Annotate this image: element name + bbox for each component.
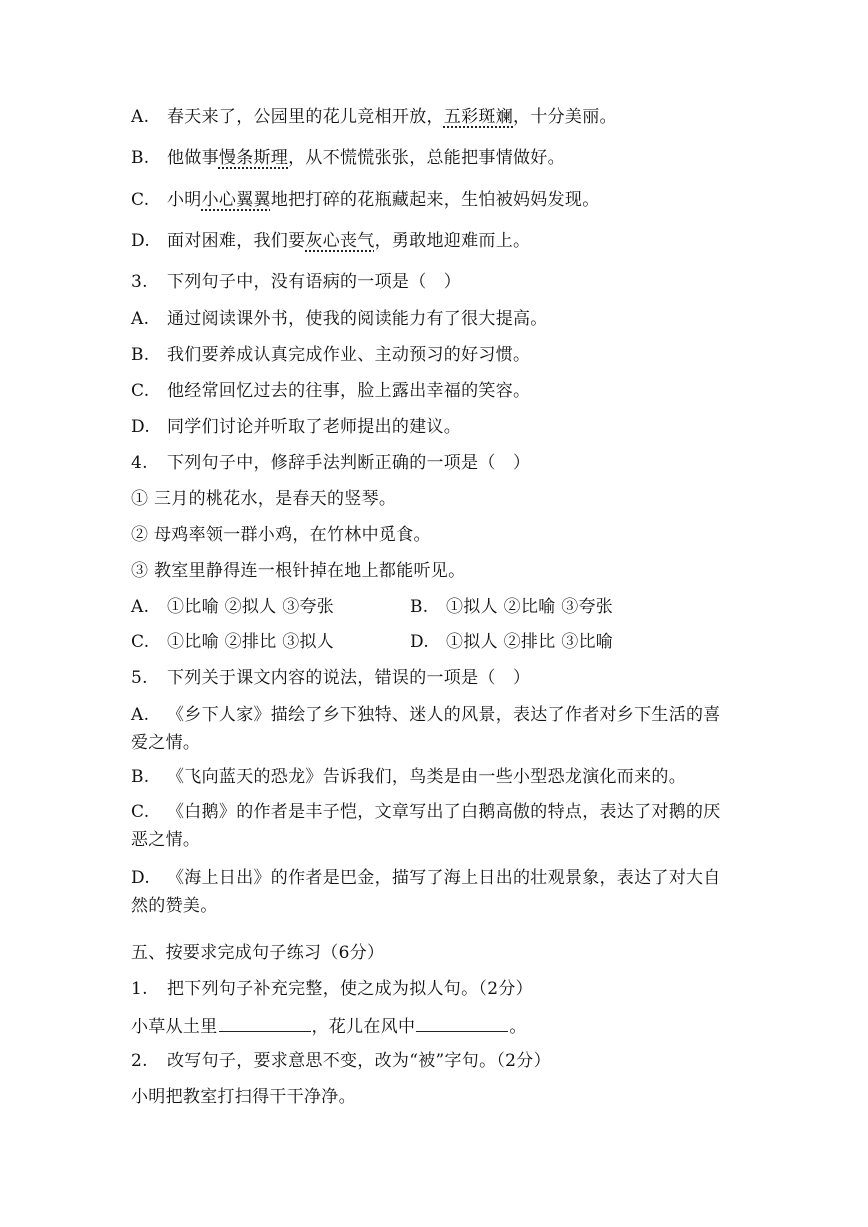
answer-blank-1[interactable] [219, 1015, 311, 1032]
q5-option-a-cont: 爱之情。 [131, 733, 201, 753]
s5-q1-stem: 1. 把下列句子补充完整，使之成为拟人句。（2分） [131, 979, 533, 999]
s5-q2-sentence: 小明把教室打扫得干干净净。 [131, 1087, 356, 1107]
q3-stem: 3. 下列句子中，没有语病的一项是（ ） [131, 272, 462, 292]
q3-option-d: D. 同学们讨论并听取了老师提出的建议。 [131, 417, 462, 437]
section-title: 五、按要求完成句子练习（6分） [131, 943, 385, 963]
q5-option-c-cont: 恶之情。 [131, 830, 201, 850]
answer-blank-2[interactable] [416, 1015, 508, 1032]
q4-option-row-2: C. ①比喻 ②排比 ③拟人 [131, 632, 335, 652]
q4-stem: 4. 下列句子中，修辞手法判断正确的一项是（ ） [131, 453, 531, 473]
q5-option-a: A. 《乡下人家》描绘了乡下独特、迷人的风景，表达了作者对乡下生活的喜 [131, 705, 721, 725]
q4-option-b: B. ①拟人 ②比喻 ③夸张 [410, 597, 614, 617]
q3-option-b: B. 我们要养成认真完成作业、主动预习的好习惯。 [131, 345, 531, 365]
q5-option-c: C. 《白鹅》的作者是丰子恺，文章写出了白鹅高傲的特点，表达了对鹅的厌 [131, 802, 721, 822]
q5-stem: 5. 下列关于课文内容的说法，错误的一项是（ ） [131, 668, 531, 688]
q3-option-a: A. 通过阅读课外书，使我的阅读能力有了很大提高。 [131, 309, 548, 329]
q4-option-d: D. ①拟人 ②排比 ③比喻 [410, 632, 614, 652]
q5-option-b: B. 《飞向蓝天的恐龙》告诉我们，鸟类是由一些小型恐龙演化而来的。 [131, 767, 686, 787]
q2-option-d: D. 面对困难，我们要灰心丧气，勇敢地迎难而上。 [131, 231, 531, 251]
s5-q1-fill-line: 小草从土里 ，花儿在风中 。 [131, 1017, 527, 1037]
q3-option-c: C. 他经常回忆过去的往事，脸上露出幸福的笑容。 [131, 381, 531, 401]
q2-option-a: A. 春天来了，公园里的花儿竞相开放，五彩斑斓，十分美丽。 [131, 107, 617, 127]
q4-sentence-3: ③ 教室里静得连一根针掉在地上都能听见。 [131, 561, 466, 581]
q5-option-d-cont: 然的赞美。 [131, 896, 218, 916]
q4-sentence-1: ① 三月的桃花水，是春天的竖琴。 [131, 489, 397, 509]
q5-option-d: D. 《海上日出》的作者是巴金，描写了海上日出的壮观景象，表达了对大自 [131, 868, 721, 888]
s5-q2-stem: 2. 改写句子，要求意思不变，改为“被”字句。（2分） [131, 1051, 551, 1071]
q4-option-row-1: A. ①比喻 ②拟人 ③夸张 [131, 597, 335, 617]
q4-sentence-2: ② 母鸡率领一群小鸡，在竹林中觅食。 [131, 525, 431, 545]
q2-option-c: C. 小明小心翼翼地把打碎的花瓶藏起来，生怕被妈妈发现。 [131, 190, 600, 210]
q2-option-b: B. 他做事慢条斯理，从不慌慌张张，总能把事情做好。 [131, 148, 565, 168]
